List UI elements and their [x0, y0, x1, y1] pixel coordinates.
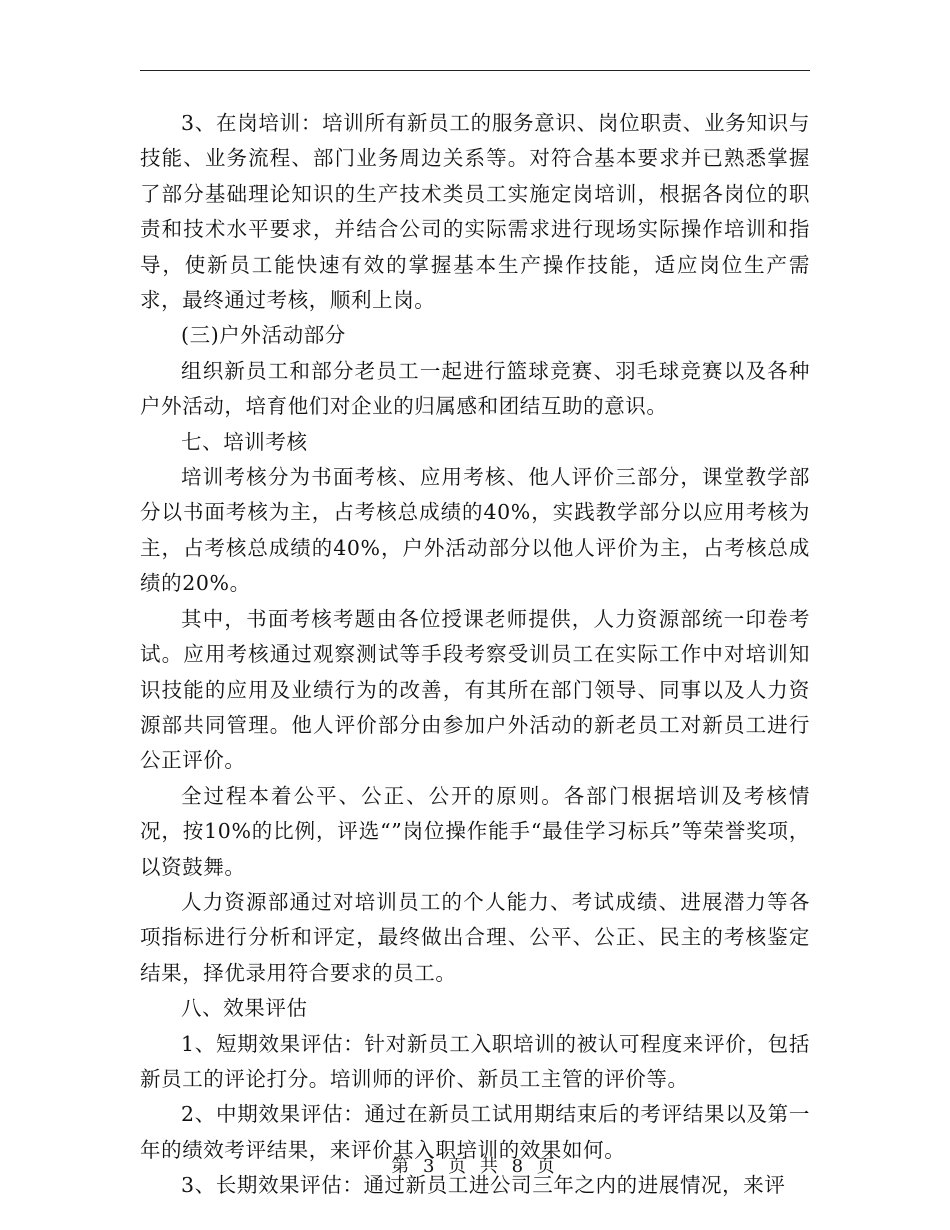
paragraph-assessment-weights: 培训考核分为书面考核、应用考核、他人评价三部分，课堂教学部分以书面考核为主，占考核总成绩的40%，实践教学部分以应用考核为主，占考核总成绩的40%，户外活动部分以他人评价为主，占考核总成绩的20%。	[140, 465, 810, 596]
paragraph-long-term-evaluation: 3、长期效果评估：通过新员工进公司三年之内的进展情况，来评	[181, 1173, 786, 1198]
paragraph-onsite-training: 3、在岗培训：培训所有新员工的服务意识、岗位职责、业务知识与技能、业务流程、部门业务周边关系等。对符合基本要求并已熟悉掌握了部分基础理论知识的生产技术类员工实施定岗培训，根据各岗位的职责和技术水平要求，并结合公司的实际需求进行现场实际操作培训和指导，使新员工能快速有效的掌握基本生产操作技能，适应岗位生产需求，最终通过考核，顺利上岗。	[140, 111, 810, 313]
paragraph-assessment-principles: 全过程本着公平、公正、公开的原则。各部门根据培训及考核情况，按10%的比例，评选“”岗位操作能手“最佳学习标兵”等荣誉奖项，以资鼓舞。	[140, 783, 810, 879]
heading-outdoor-activities: (三)户外活动部分	[181, 323, 346, 348]
paragraph-hr-evaluation: 人力资源部通过对培训员工的个人能力、考试成绩、进展潜力等各项指标进行分析和评定，最终做出合理、公平、公正、民主的考核鉴定结果，择优录用符合要求的员工。	[140, 889, 810, 985]
paragraph-short-term-evaluation: 1、短期效果评估：针对新员工入职培训的被认可程度来评价，包括新员工的评论打分。培训师的评价、新员工主管的评价等。	[140, 1031, 810, 1091]
body-text	[140, 106, 810, 1204]
paragraph-mid-term-evaluation: 2、中期效果评估：通过在新员工试用期结束后的考评结果以及第一年的绩效考评结果，来评价其入职培训的效果如何。	[140, 1102, 810, 1162]
paragraph-assessment-methods: 其中，书面考核考题由各位授课老师提供，人力资源部统一印卷考试。应用考核通过观察测试等手段考察受训员工在实际工作中对培训知识技能的应用及业绩行为的改善，有其所在部门领导、同事以及人力资源部共同管理。他人评价部分由参加户外活动的新老员工对新员工进行公正评价。	[140, 606, 810, 773]
header-rule	[140, 70, 810, 71]
page-number-footer: 第 3 页 共 8 页	[391, 1156, 559, 1177]
heading-effect-evaluation: 八、效果评估	[181, 996, 308, 1021]
heading-training-assessment: 七、培训考核	[181, 429, 308, 454]
paragraph-outdoor-activities: 组织新员工和部分老员工一起进行篮球竞赛、羽毛球竞赛以及各种户外活动，培育他们对企业的归属感和团结互助的意识。	[140, 358, 810, 419]
